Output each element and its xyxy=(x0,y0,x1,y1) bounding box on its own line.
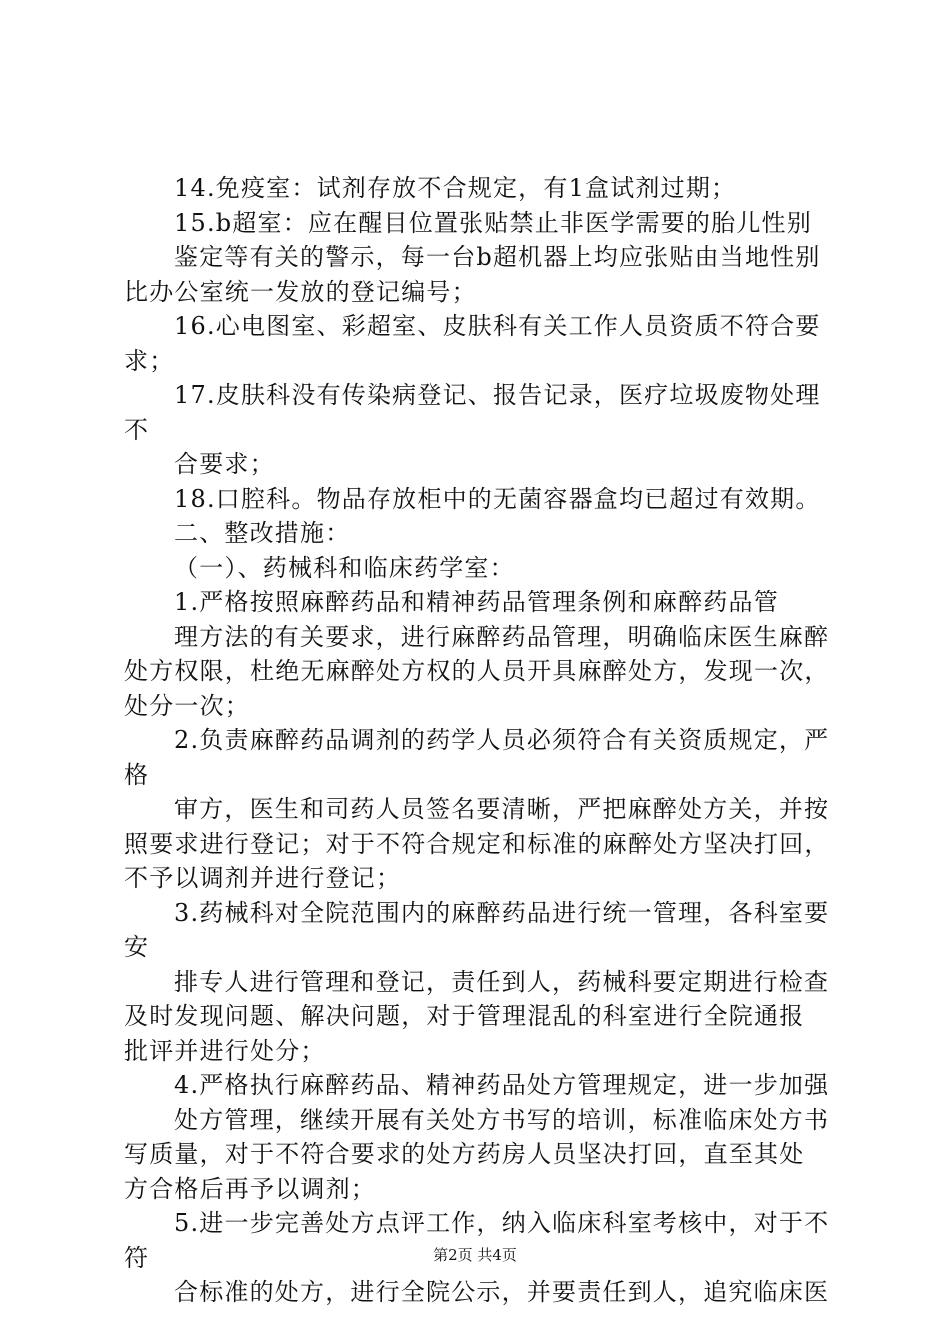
text-line: 求； xyxy=(124,346,175,375)
text-line: 不 xyxy=(124,415,150,444)
document-body xyxy=(124,171,836,1310)
text-line: 符 xyxy=(124,1243,150,1272)
text-line: 审方，医生和司药人员签名要清晰，严把麻醉处方关，并按 xyxy=(174,795,830,823)
section-heading: 二、整改措施： xyxy=(174,519,351,547)
text-line: 排专人进行管理和登记，责任到人，药械科要定期进行检查 xyxy=(174,967,830,996)
text-line: 15.b超室：应在醒目位置张贴禁止非医学需要的胎儿性别 xyxy=(174,208,812,237)
text-line: 批评并进行处分； xyxy=(124,1036,326,1065)
text-line: 1.严格按照麻醉药品和精神药品管理条例和麻醉药品管 xyxy=(174,588,779,616)
subsection-heading: （一）、药械科和临床药学室： xyxy=(174,553,515,582)
text-line: 比办公室统一发放的登记编号； xyxy=(124,277,477,306)
text-line: 合标准的处方，进行全院公示，并要责任到人，追究临床医 xyxy=(174,1278,830,1306)
page-number-footer: 第2页 共4页 xyxy=(433,1246,517,1264)
text-line: 18.口腔科。物品存放柜中的无菌容器盒均已超过有效期。 xyxy=(174,484,821,513)
text-line: 处方权限，杜绝无麻醉处方权的人员开具麻醉处方，发现一次， xyxy=(124,657,830,685)
text-line: 安 xyxy=(124,933,150,961)
text-line: 格 xyxy=(124,760,150,789)
text-line: 照要求进行登记；对于不符合规定和标准的麻醉处方坚决打回， xyxy=(124,829,830,858)
text-line: 处方管理，继续开展有关处方书写的培训，标准临床处方书 xyxy=(174,1105,830,1134)
text-line: 写质量，对于不符合要求的处方药房人员坚决打回，直至其处 xyxy=(124,1140,805,1168)
text-line: 14.免疫室：试剂存放不合规定，有1盒试剂过期； xyxy=(174,174,737,202)
text-line: 合要求； xyxy=(174,450,275,478)
text-line: 4.严格执行麻醉药品、精神药品处方管理规定，进一步加强 xyxy=(174,1071,830,1099)
text-line: 16.心电图室、彩超室、皮肤科有关工作人员资质不符合要 xyxy=(174,312,821,340)
text-line: 处分一次； xyxy=(124,691,250,720)
text-line: 及时发现问题、解决问题，对于管理混乱的科室进行全院通报 xyxy=(124,1002,805,1030)
text-line: 5.进一步完善处方点评工作，纳入临床科室考核中，对于不 xyxy=(174,1209,830,1237)
text-line: 方合格后再予以调剂； xyxy=(124,1174,376,1203)
text-line: 2.负责麻醉药品调剂的药学人员必须符合有关资质规定，严 xyxy=(174,726,830,754)
text-line: 不予以调剂并进行登记； xyxy=(124,864,402,892)
text-line: 17.皮肤科没有传染病登记、报告记录，医疗垃圾废物处理 xyxy=(174,381,821,409)
text-line: 3.药械科对全院范围内的麻醉药品进行统一管理，各科室要 xyxy=(174,898,830,927)
text-line: 鉴定等有关的警示，每一台b超机器上均应张贴由当地性别 xyxy=(174,243,821,271)
text-line: 理方法的有关要求，进行麻醉药品管理，明确临床医生麻醉 xyxy=(174,622,830,651)
